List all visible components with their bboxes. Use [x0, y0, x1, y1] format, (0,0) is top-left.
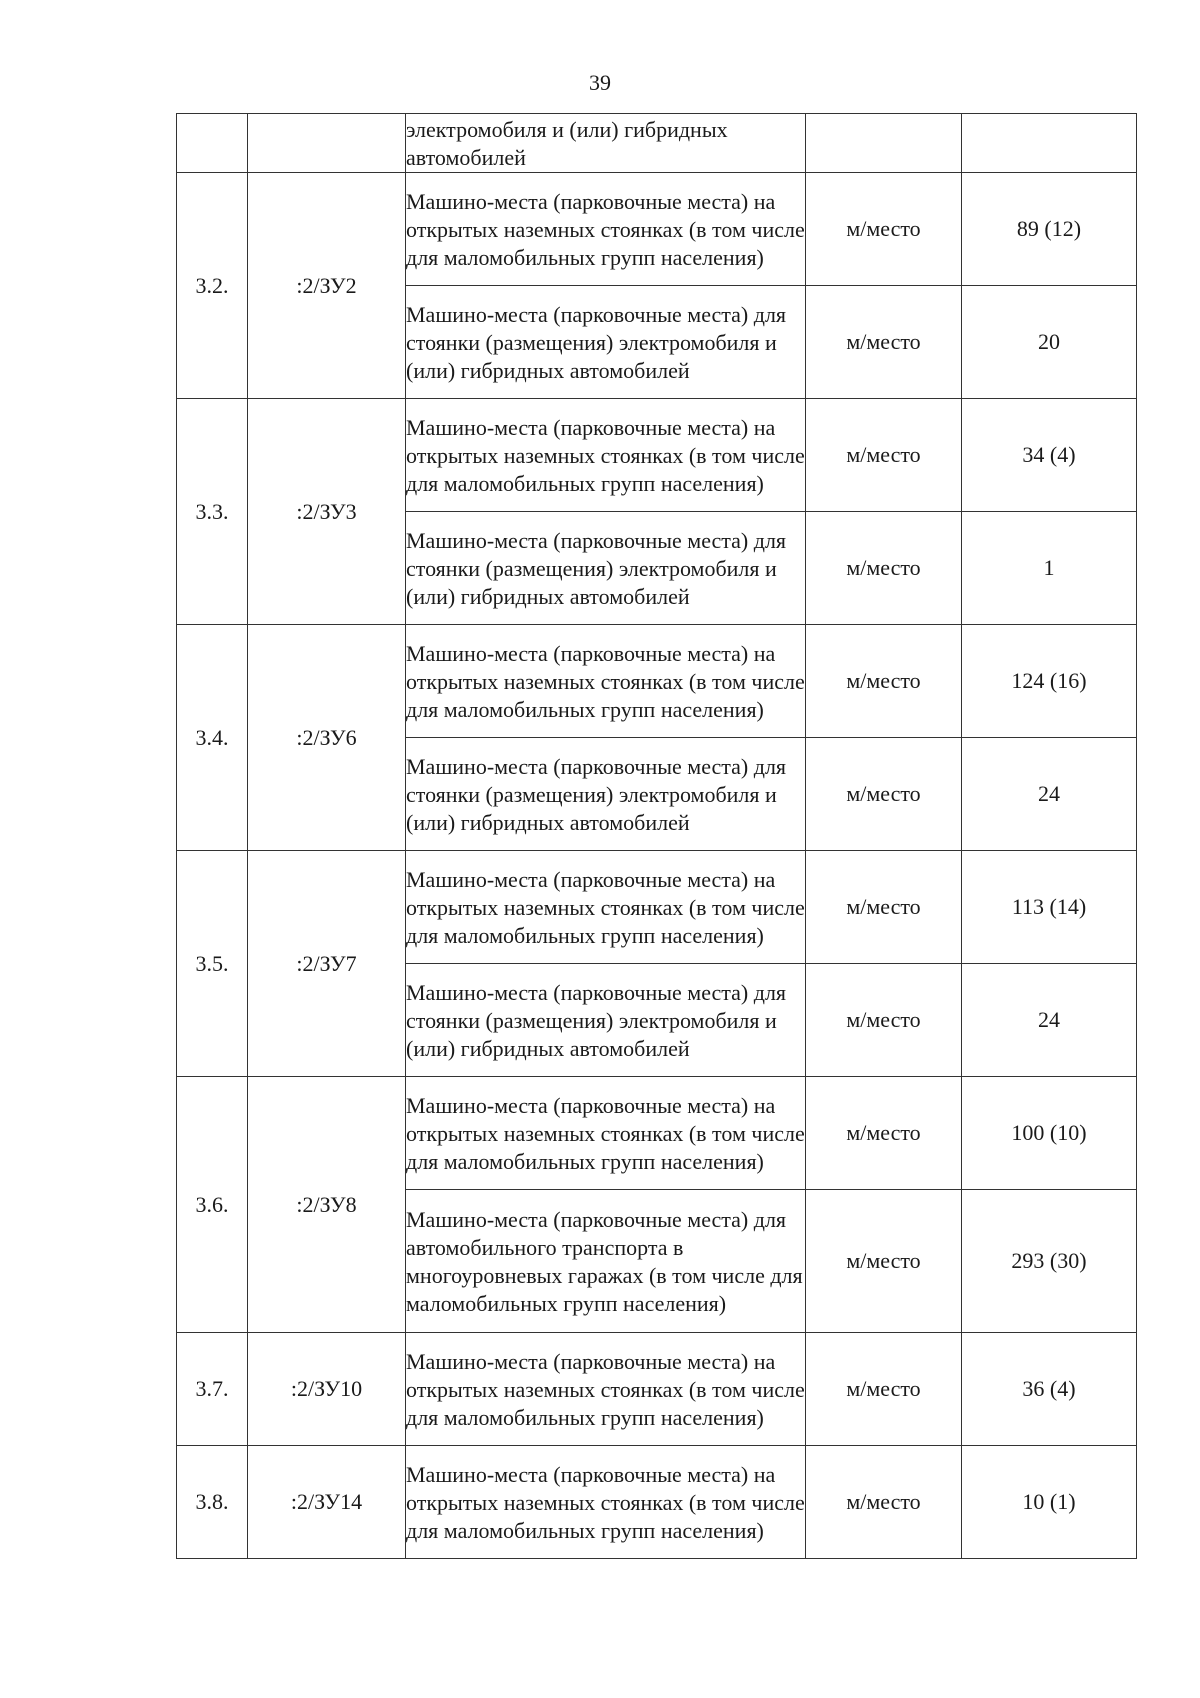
description-cell [406, 512, 806, 625]
description-cell [406, 625, 806, 738]
table-row-continued [177, 114, 1137, 173]
unit-cell [806, 114, 962, 173]
value-cell: 100 (10) [962, 1077, 1137, 1190]
value-cell: 1 [962, 512, 1137, 625]
row-number-cell: 3.7. [177, 1333, 248, 1446]
description-text: Машино-места (парковочные места) для стоянки (размещения) электромобиля и (или) гибридных автомобилей [406, 302, 787, 383]
unit-cell: м/место [806, 738, 962, 851]
description-cell [406, 173, 806, 286]
row-number-cell: 3.4. [177, 625, 248, 851]
value-cell: 34 (4) [962, 399, 1137, 512]
value-cell: 24 [962, 964, 1137, 1077]
description-text: Машино-места (парковочные места) на открытых наземных стоянках (в том числе для маломобильных групп населения) [406, 189, 805, 270]
unit-cell: м/место [806, 1077, 962, 1190]
plot-id-cell: :2/ЗУ3 [248, 399, 406, 625]
plot-id-cell: :2/ЗУ2 [248, 173, 406, 399]
plot-id-cell: :2/ЗУ7 [248, 851, 406, 1077]
description-cell [406, 1446, 806, 1559]
row-number-cell: 3.8. [177, 1446, 248, 1559]
table-body [177, 114, 1137, 1559]
value-cell: 36 (4) [962, 1333, 1137, 1446]
plot-id-cell: :2/ЗУ8 [248, 1077, 406, 1333]
description-text: Машино-места (парковочные места) для автомобильного транспорта в многоуровневых гаражах (в том числе для маломобильных групп населения) [406, 1207, 803, 1316]
description-cell [406, 399, 806, 512]
table-row [177, 1333, 1137, 1446]
plot-id-cell [248, 114, 406, 173]
page-number: 39 [589, 70, 611, 95]
unit-cell: м/место [806, 512, 962, 625]
description-text: Машино-места (парковочные места) на открытых наземных стоянках (в том числе для маломобильных групп населения) [406, 415, 805, 496]
description-cell [406, 1077, 806, 1190]
unit-cell: м/место [806, 1446, 962, 1559]
description-text: Машино-места (парковочные места) на открытых наземных стоянках (в том числе для маломобильных групп населения) [406, 1462, 805, 1543]
table-row [177, 1077, 1137, 1190]
value-cell: 89 (12) [962, 173, 1137, 286]
description-cell [406, 286, 806, 399]
description-text: Машино-места (парковочные места) на открытых наземных стоянках (в том числе для маломобильных групп населения) [406, 1093, 805, 1174]
description-cell [406, 1333, 806, 1446]
table-row [177, 173, 1137, 286]
unit-cell: м/место [806, 173, 962, 286]
row-number-cell: 3.2. [177, 173, 248, 399]
unit-cell: м/место [806, 964, 962, 1077]
value-cell: 24 [962, 738, 1137, 851]
table-row [177, 625, 1137, 738]
value-cell: 113 (14) [962, 851, 1137, 964]
description-text: Машино-места (парковочные места) для стоянки (размещения) электромобиля и (или) гибридных автомобилей [406, 980, 787, 1061]
parking-table [176, 113, 1137, 1559]
value-cell: 293 (30) [962, 1190, 1137, 1333]
unit-cell: м/место [806, 399, 962, 512]
plot-id-cell: :2/ЗУ10 [248, 1333, 406, 1446]
table-row [177, 851, 1137, 964]
description-text: Машино-места (парковочные места) на открытых наземных стоянках (в том числе для маломобильных групп населения) [406, 867, 805, 948]
unit-cell: м/место [806, 286, 962, 399]
row-number-cell: 3.5. [177, 851, 248, 1077]
table-row [177, 1446, 1137, 1559]
row-number-cell: 3.6. [177, 1077, 248, 1333]
row-number-cell: 3.3. [177, 399, 248, 625]
description-text: Машино-места (парковочные места) на открытых наземных стоянках (в том числе для маломобильных групп населения) [406, 641, 805, 722]
description-text: Машино-места (парковочные места) для стоянки (размещения) электромобиля и (или) гибридных автомобилей [406, 528, 787, 609]
value-cell [962, 114, 1137, 173]
plot-id-cell: :2/ЗУ6 [248, 625, 406, 851]
description-text: электромобиля и (или) гибридных автомобилей [406, 117, 728, 170]
value-cell: 124 (16) [962, 625, 1137, 738]
unit-cell: м/место [806, 1333, 962, 1446]
row-number-cell [177, 114, 248, 173]
value-cell: 20 [962, 286, 1137, 399]
unit-cell: м/место [806, 625, 962, 738]
table-row [177, 399, 1137, 512]
unit-cell: м/место [806, 851, 962, 964]
description-text: Машино-места (парковочные места) для стоянки (размещения) электромобиля и (или) гибридных автомобилей [406, 754, 787, 835]
description-cell [406, 738, 806, 851]
description-cell [406, 851, 806, 964]
description-cell [406, 114, 806, 173]
value-cell: 10 (1) [962, 1446, 1137, 1559]
description-cell [406, 1190, 806, 1333]
description-text: Машино-места (парковочные места) на открытых наземных стоянках (в том числе для маломобильных групп населения) [406, 1349, 805, 1430]
unit-cell: м/место [806, 1190, 962, 1333]
description-cell [406, 964, 806, 1077]
plot-id-cell: :2/ЗУ14 [248, 1446, 406, 1559]
